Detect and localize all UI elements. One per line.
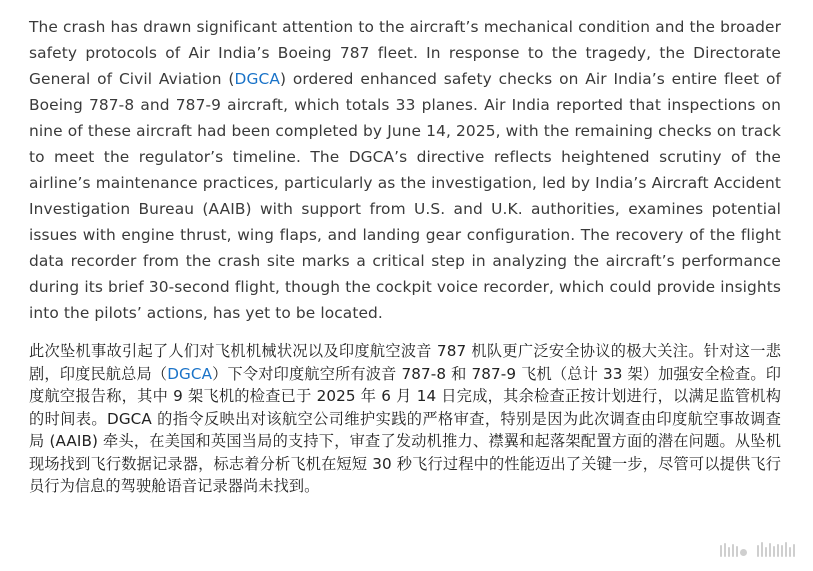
watermark-logo — [720, 541, 795, 557]
english-paragraph — [29, 14, 781, 326]
dgca-link[interactable]: DGCA — [234, 70, 280, 88]
english-text-end: ) ordered enhanced safety checks on Air India’s entire fleet of Boeing 787-8 and 787-9 aircraft, which totals 33 planes. Air India reported that inspections on nine of these aircraft had been completed by June 14, 2025, with the remaining checks on track to meet the regulator’s timeline. The DGCA’s directive reflects heightened scrutiny of the airline’s maintenance practices, particularly as the investigation, led by India’s Aircraft Accident Investigation Bureau (AAIB) with support from U.S. and U.K. authorities, examines potential issues with engine thrust, wing flaps, and landing gear configuration. The recovery of the flight data recorder from the crash site marks a critical step in analyzing the aircraft’s performance during its brief 30-second flight, though the cockpit voice recorder, which could provide insights into the pilots’ actions, has yet to be located. — [29, 70, 781, 322]
chinese-paragraph — [29, 340, 781, 498]
chinese-text-end: ）下令对印度航空所有波音 787-8 和 787-9 飞机（总计 33 架）加强安全检查。印度航空报告称，其中 9 架飞机的检查已于 2025 年 6 月 14 日完成，其余检查正按计划进行，以满足监管机构的时间表。DGCA 的指令反映出对该航空公司维护实践的严格审查，特别是因为此次调查由印度航空事故调查局 (AAIB) 牵头，在美国和英国当局的支持下，审查了发动机推力、襟翼和起落架配置方面的潜在问题。从坠机现场找到飞行数据记录器，标志着分析飞机在短短 30 秒飞行过程中的性能迈出了关键一步，尽管可以提供飞行员行为信息的驾驶舱语音记录器尚未找到。 — [29, 364, 781, 495]
chinese-text-start: 此次坠机事故引起了人们对飞机机械状况以及印度航空波音 787 机队更广泛安全协议的极大关注。针对这一悲剧，印度民航总局（ — [29, 342, 781, 383]
article-body — [29, 14, 781, 498]
english-text-start: The crash has drawn significant attention to the aircraft’s mechanical condition and the broader safety protocols of Air India’s Boeing 787 fleet. In response to the tragedy, the Directorate General of Civil Aviation ( — [29, 18, 781, 88]
dgca-link-chinese[interactable]: DGCA — [167, 364, 213, 383]
